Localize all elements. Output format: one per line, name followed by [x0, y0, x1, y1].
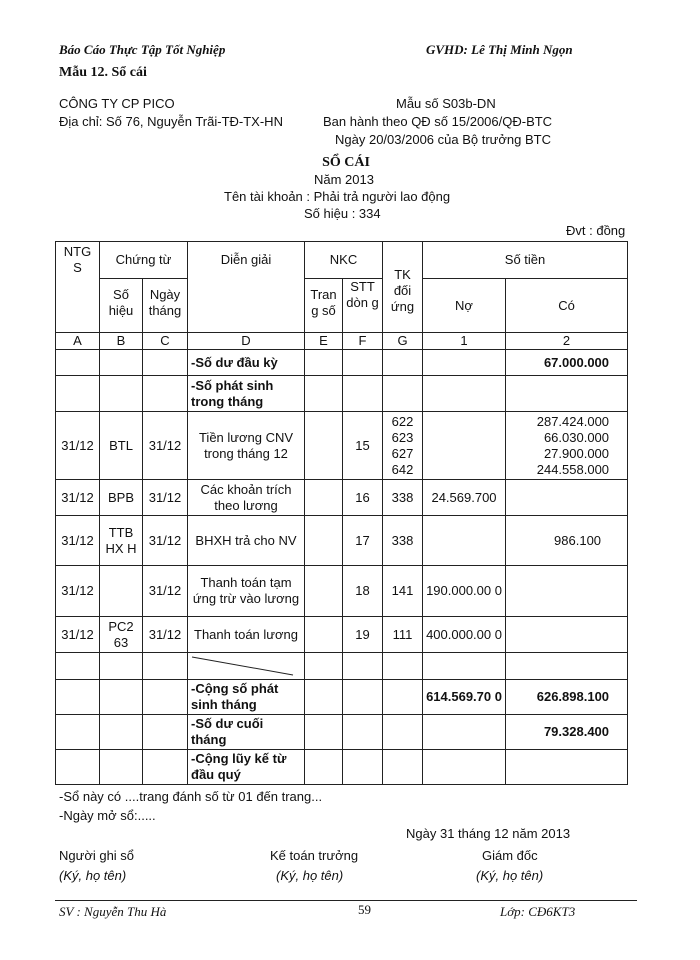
signature-date: Ngày 31 tháng 12 năm 2013: [406, 826, 571, 841]
col-header-ntgs: NTG S: [56, 242, 100, 333]
col-header-ngay-thang: Ngày tháng: [143, 279, 188, 333]
contra-account: 141: [383, 566, 423, 617]
table-row: [56, 653, 628, 680]
ledger-title: SỔ CÁI: [322, 155, 370, 170]
contra-account: 338: [383, 480, 423, 516]
table-row: [56, 715, 628, 750]
col-header-stt-dong: STT dòn g: [343, 279, 383, 333]
col-letter: E: [305, 333, 343, 350]
table-row: [56, 566, 628, 617]
description: Các khoản trích theo lương: [188, 480, 305, 516]
doc-date: 31/12: [143, 617, 188, 653]
company-address: Địa chỉ: Số 76, Nguyễn Trãi-TĐ-TX-HN: [59, 114, 283, 129]
closing-balance-label: -Số dư cuối tháng: [188, 715, 305, 750]
account-name: Tên tài khoản : Phải trả người lao động: [224, 189, 451, 204]
credit-amount: 66.030.000: [543, 429, 610, 445]
footer-rule: [55, 900, 637, 901]
contra-account: 642: [391, 461, 414, 477]
report-header-advisor: GVHD: Lê Thị Minh Ngọn: [426, 42, 573, 57]
diagonal-strike: [188, 653, 305, 680]
debit-amount: 24.569.700: [423, 480, 506, 516]
table-row: [56, 412, 628, 480]
col-letter: A: [56, 333, 100, 350]
col-letter: F: [343, 333, 383, 350]
contra-account: 623: [391, 429, 414, 445]
table-row: [56, 680, 628, 715]
table-row: [56, 350, 628, 376]
entry-date: 31/12: [56, 516, 100, 566]
footer-page-number: 59: [358, 902, 371, 917]
doc-date: 31/12: [143, 480, 188, 516]
doc-number: BPB: [100, 480, 143, 516]
debit-amount: 400.000.00 0: [423, 617, 506, 653]
col-header-so-hieu: Số hiệu: [100, 279, 143, 333]
stt-line: 15: [343, 412, 383, 480]
table-row: [56, 617, 628, 653]
doc-number: PC2 63: [100, 617, 143, 653]
total-arising-label: -Cộng số phát sinh tháng: [188, 680, 305, 715]
doc-date: 31/12: [143, 412, 188, 480]
doc-number: [100, 566, 143, 617]
stt-line: 16: [343, 480, 383, 516]
description: Thanh toán tạm ứng trừ vào lương: [188, 566, 305, 617]
signature-preparer: Người ghi sổ: [59, 848, 135, 863]
col-header-co: Có: [506, 279, 628, 333]
description: Tiền lương CNV trong tháng 12: [188, 412, 305, 480]
ledger-table: [55, 241, 628, 785]
contra-accounts: [383, 412, 423, 480]
credit-amount: 986.100: [506, 516, 628, 566]
footer-student: SV : Nguyễn Thu Hà: [59, 904, 167, 919]
credit-amount: 244.558.000: [536, 461, 610, 477]
entry-date: 31/12: [56, 412, 100, 480]
col-letter: C: [143, 333, 188, 350]
form-title: Mẫu 12. Sổ cái: [59, 65, 147, 80]
stt-line: 19: [343, 617, 383, 653]
doc-date: 31/12: [143, 516, 188, 566]
col-header-tk-doi-ung: TK đối ứng: [383, 242, 423, 333]
contra-account: 338: [383, 516, 423, 566]
doc-number: BTL: [100, 412, 143, 480]
col-header-no: Nợ: [423, 279, 506, 333]
ledger-year: Năm 2013: [314, 172, 374, 187]
table-row: [56, 516, 628, 566]
note-opened: -Ngày mở sổ:.....: [59, 808, 156, 823]
table-row: [56, 376, 628, 412]
description: BHXH trả cho NV: [188, 516, 305, 566]
credit-amount: 287.424.000: [536, 413, 610, 429]
col-header-nkc: NKC: [305, 242, 383, 279]
doc-date: 31/12: [143, 566, 188, 617]
form-regulation-date: Ngày 20/03/2006 của Bộ trưởng BTC: [335, 132, 551, 147]
stt-line: 18: [343, 566, 383, 617]
cumulative-label: -Cộng lũy kế từ đầu quý: [188, 750, 305, 785]
description: Thanh toán lương: [188, 617, 305, 653]
entry-date: 31/12: [56, 617, 100, 653]
col-header-dien-giai: Diễn giải: [188, 242, 305, 333]
contra-account: 111: [383, 617, 423, 653]
col-letter: B: [100, 333, 143, 350]
signature-chief-accountant: Kế toán trưởng: [270, 848, 359, 863]
sign-note-director: (Ký, họ tên): [476, 868, 544, 883]
col-header-trang-so: Tran g số: [305, 279, 343, 333]
credit-amounts: [506, 412, 628, 480]
col-letter: 1: [423, 333, 506, 350]
footer-class: Lớp: CĐ6KT3: [500, 904, 576, 919]
col-letter: D: [188, 333, 305, 350]
sign-note-preparer: (Ký, họ tên): [59, 868, 127, 883]
company-name: CÔNG TY CP PICO: [59, 96, 175, 111]
col-header-so-tien: Số tiền: [423, 242, 628, 279]
sign-note-chief: (Ký, họ tên): [276, 868, 344, 883]
form-regulation: Ban hành theo QĐ số 15/2006/QĐ-BTC: [323, 114, 553, 129]
entry-date: 31/12: [56, 480, 100, 516]
form-code: Mẫu số S03b-DN: [396, 96, 496, 111]
account-number: Số hiệu : 334: [304, 206, 381, 221]
arising-header-label: -Số phát sinh trong tháng: [188, 376, 305, 412]
report-header-title: Báo Cáo Thực Tập Tốt Nghiệp: [59, 42, 226, 57]
opening-balance-label: -Số dư đầu kỳ: [188, 350, 305, 376]
col-header-chung-tu: Chứng từ: [100, 242, 188, 279]
doc-number: TTB HX H: [100, 516, 143, 566]
closing-balance-co: 79.328.400: [506, 715, 628, 750]
col-letter: G: [383, 333, 423, 350]
debit-amount: 190.000.00 0: [423, 566, 506, 617]
total-arising-co: 626.898.100: [506, 680, 628, 715]
col-letter: 2: [506, 333, 628, 350]
table-row: [56, 750, 628, 785]
diagonal-line: [188, 653, 305, 679]
opening-balance-co: 67.000.000: [506, 350, 628, 376]
credit-amount: 27.900.000: [543, 445, 610, 461]
entry-date: 31/12: [56, 566, 100, 617]
contra-account: 627: [391, 445, 414, 461]
currency-unit: Đvt : đồng: [566, 223, 626, 238]
total-arising-no: 614.569.70 0: [423, 680, 506, 715]
contra-account: 622: [391, 413, 414, 429]
note-pages: -Sổ này có ....trang đánh số từ 01 đến trang...: [59, 789, 323, 804]
stt-line: 17: [343, 516, 383, 566]
signature-director: Giám đốc: [482, 848, 538, 863]
table-row: [56, 480, 628, 516]
